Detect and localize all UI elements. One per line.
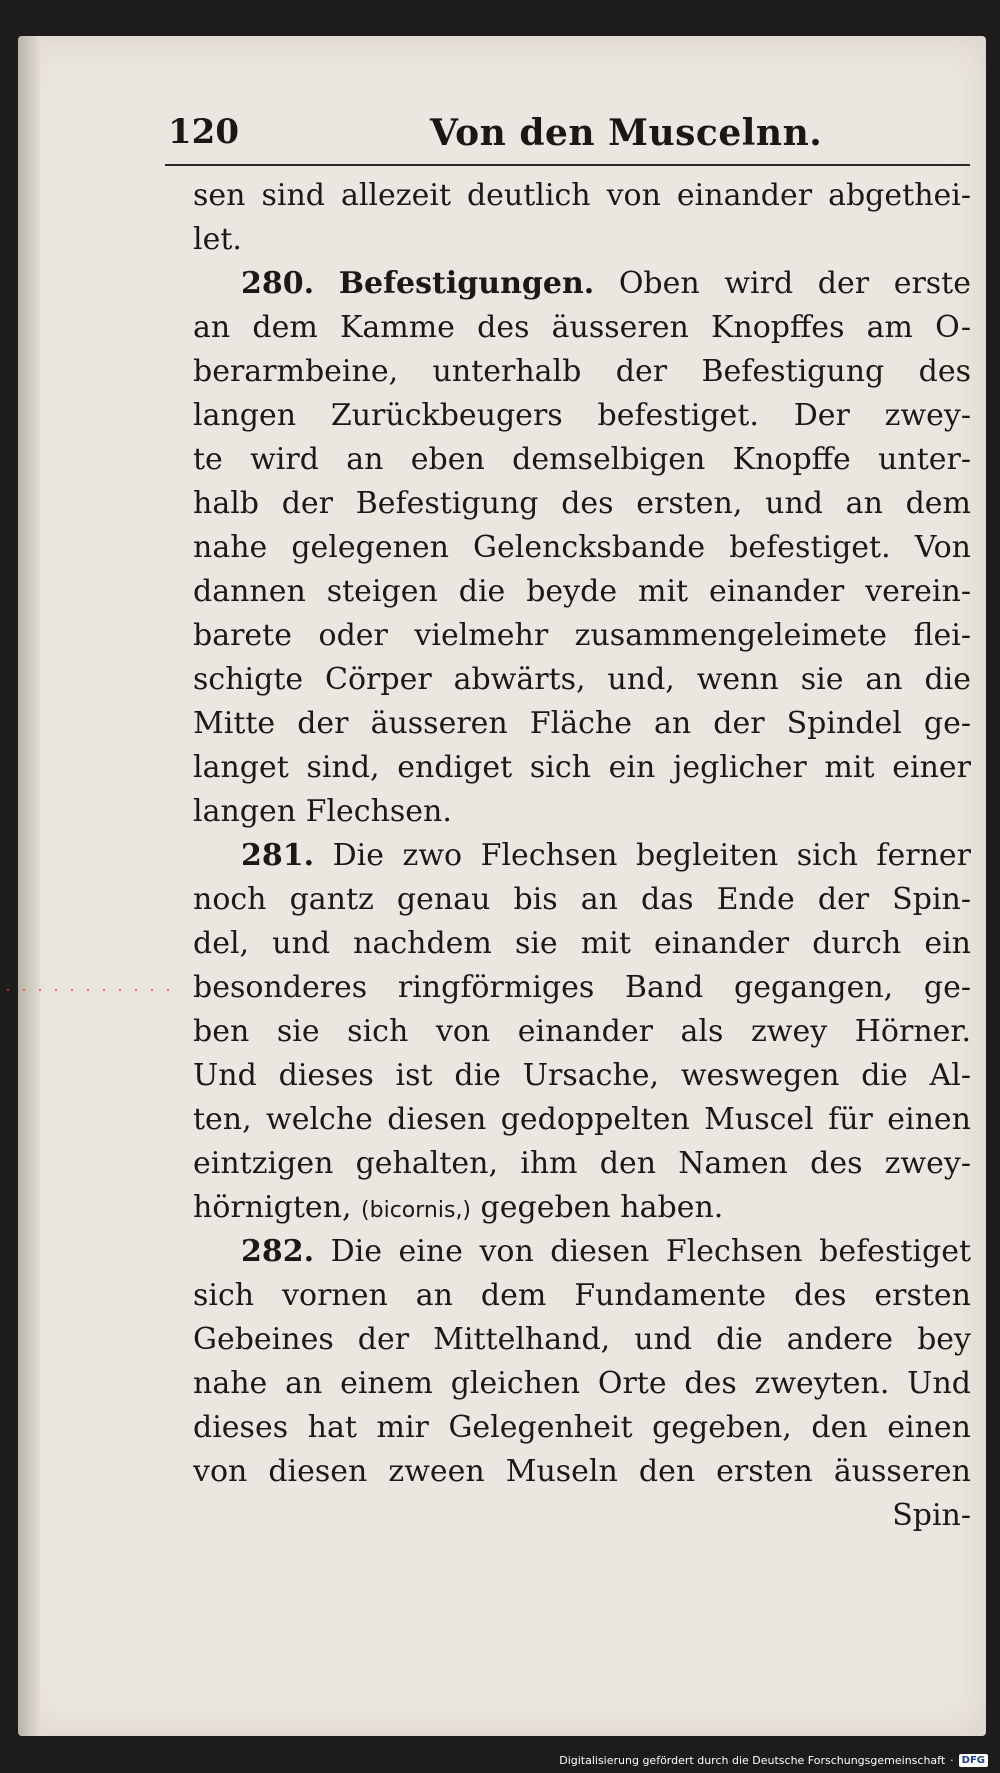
digitization-footer [559,1754,988,1767]
text-line: barete oder vielmehr zusammengeleimete flei- [193,618,971,653]
paragraph-text: hörnigten, [193,1190,362,1225]
text-line: langen Zurückbeugers befestiget. Der zwey- [193,398,971,433]
running-title: Von den Muscelnn. [430,112,823,154]
paragraph-number: 280. [241,266,315,301]
paragraph-text: Die eine von diesen Flechsen befestiget [314,1234,971,1269]
text-line: del, und nachdem sie mit einander durch ein [193,926,971,961]
text-line: dannen steigen die beyde mit einander verein- [193,574,971,609]
footer-separator: · [950,1754,954,1767]
paragraph-text: Die zwo Flechsen begleiten sich ferner [314,838,971,873]
text-line: ten, welche diesen gedoppelten Muscel für einen [193,1102,971,1137]
paragraph-number: 282. [241,1234,315,1269]
paragraph-text: Oben wird der erste [594,266,971,301]
catchword: Spin- [892,1498,971,1533]
text-line: te wird an eben demselbigen Knopffe unter- [193,442,971,477]
page-header [168,112,968,164]
text-line: nahe gelegenen Gelencksbande befestiget. Von [193,530,971,565]
text-line: berarmbeine, unterhalb der Befestigung des [193,354,971,389]
text-line: sen sind allezeit deutlich von einander abgethei- [193,178,971,213]
paragraph-number: 281. [241,838,315,873]
text-line: von diesen zween Museln den ersten äusseren [193,1454,971,1489]
text-line: nahe an einem gleichen Orte des zweyten. Und [193,1366,971,1401]
text-line: Und dieses ist die Ursache, weswegen die Al- [193,1058,971,1093]
text-line: besonderes ringförmiges Band gegangen, ge- [193,970,971,1005]
text-line: Gebeines der Mittelhand, und die andere bey [193,1322,971,1357]
text-line: ben sie sich von einander als zwey Hörner. [193,1014,971,1049]
text-line: eintzigen gehalten, ihm den Namen des zwey- [193,1146,971,1181]
text-line: let. [193,222,242,257]
paragraph-280-start [193,262,971,306]
margin-dots [0,989,170,991]
text-line: langen Flechsen. [193,794,452,829]
paragraph-282-start [193,1230,971,1274]
paragraph-heading: Befestigungen. [338,266,595,301]
text-line: noch gantz genau bis an das Ende der Spin- [193,882,971,917]
paragraph-text: gegeben haben. [471,1190,724,1225]
text-line: Mitte der äusseren Fläche an der Spindel ge- [193,706,971,741]
paragraph-281-start [193,834,971,878]
paragraph-281-end [193,1186,971,1230]
footer-text: Digitalisierung gefördert durch die Deutsche Forschungsgemeinschaft [559,1754,946,1767]
page-spine-shadow [18,36,40,1736]
header-rule [165,164,970,166]
text-line: schigte Cörper abwärts, und, wenn sie an die [193,662,971,697]
text-line: langet sind, endiget sich ein jeglicher mit einer [193,750,971,785]
body-text [193,174,971,1538]
latin-term: (bicornis,) [361,1198,472,1223]
text-line: dieses hat mir Gelegenheit gegeben, den einen [193,1410,971,1445]
dfg-logo-icon: DFG [959,1754,988,1767]
text-line: halb der Befestigung des ersten, und an dem [193,486,971,521]
text-line: an dem Kamme des äusseren Knopffes am O- [193,310,971,345]
page-number: 120 [168,112,239,152]
text-line: sich vornen an dem Fundamente des ersten [193,1278,971,1313]
